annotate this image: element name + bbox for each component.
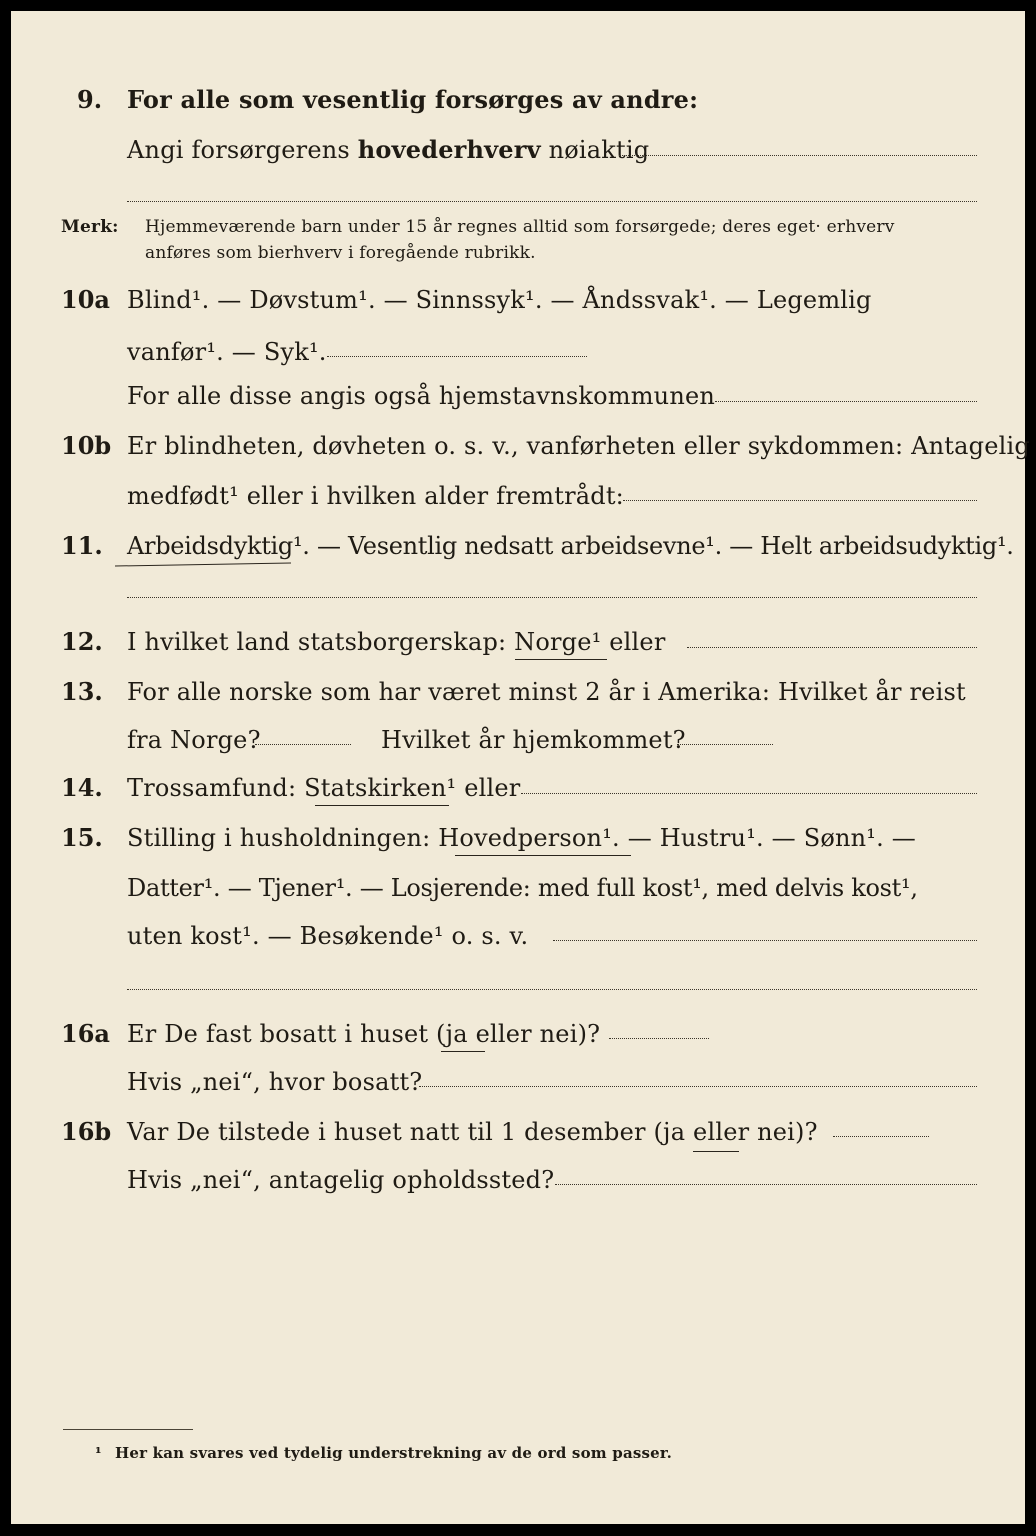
handwritten-underline-hovedperson [455, 855, 631, 856]
question-11-line-1: Arbeidsdyktig¹. — Vesentlig nedsatt arbeidsevne¹. — Helt arbeidsudyktig¹. [127, 532, 1014, 560]
question-16b-answer-line[interactable] [833, 1136, 929, 1137]
question-13-hjemkommet-answer-line[interactable] [677, 744, 773, 745]
question-16a-line-2: Hvis „nei“, hvor bosatt? [127, 1068, 423, 1096]
question-10b-line-2: medfødt¹ eller i hvilken alder fremtrådt: [127, 482, 624, 510]
question-15-answer-line-2[interactable] [127, 989, 977, 990]
question-12-line-1: I hvilket land statsborgerskap: Norge¹ eller [127, 628, 666, 656]
footnote-mark: ¹ [95, 1444, 102, 1462]
footnote-text: Her kan svares ved tydelig understrekning av de ord som passer. [115, 1444, 673, 1462]
question-9-number: 9. [77, 85, 103, 114]
question-16a-bosatt-answer-line[interactable] [419, 1086, 977, 1087]
question-16a-line-1: Er De fast bosatt i huset (ja eller nei)? [127, 1020, 601, 1048]
question-13-line-1: For alle norske som har været minst 2 år i Amerika: Hvilket år reist [127, 678, 966, 706]
merk-line-1: Hjemmeværende barn under 15 år regnes alltid som forsørgede; deres eget· erhverv [145, 217, 895, 237]
question-10a-hometown-line[interactable] [715, 401, 977, 402]
merk-label: Merk: [61, 217, 119, 237]
question-16b-opholdssted-answer-line[interactable] [555, 1184, 977, 1185]
question-15-answer-line[interactable] [553, 940, 977, 941]
question-10a-number: 10a [61, 285, 110, 314]
question-16a-answer-line[interactable] [609, 1038, 709, 1039]
question-11-answer-line[interactable] [127, 597, 977, 598]
question-13-line-2b: Hvilket år hjemkommet? [381, 726, 686, 754]
question-12-answer-line[interactable] [687, 647, 977, 648]
question-15-line-3: uten kost¹. — Besøkende¹ o. s. v. [127, 922, 529, 950]
question-10a-line-3: For alle disse angis også hjemstavnskommunen [127, 382, 716, 410]
question-12-number: 12. [61, 627, 103, 656]
question-16a-number: 16a [61, 1019, 110, 1048]
census-form-page [11, 11, 1030, 1524]
question-13-reist-answer-line[interactable] [255, 744, 351, 745]
footnote-rule [63, 1429, 193, 1430]
question-13-line-2a: fra Norge? [127, 726, 261, 754]
merk-line-2: anføres som bierhverv i foregående rubrikk. [145, 243, 536, 263]
question-16b-number: 16b [61, 1117, 112, 1146]
question-15-line-1: Stilling i husholdningen: Hovedperson¹. — Hustru¹. — Sønn¹. — [127, 824, 916, 852]
handwritten-underline-arbeidsdyktig [115, 562, 291, 566]
question-11-number: 11. [61, 531, 103, 560]
question-10a-line-2: vanfør¹. — Syk¹. [127, 338, 327, 366]
question-10b-line-1: Er blindheten, døvheten o. s. v., vanførheten eller sykdommen: Antagelig [127, 432, 1030, 460]
question-10a-line-1: Blind¹. — Døvstum¹. — Sinnssyk¹. — Åndssvak¹. — Legemlig [127, 286, 872, 314]
question-9-line-2: Angi forsørgerens hovederhverv nøiaktig [127, 135, 650, 164]
question-10b-answer-line[interactable] [623, 500, 977, 501]
handwritten-underline-norge [515, 659, 607, 660]
question-13-number: 13. [61, 677, 103, 706]
question-16b-line-1: Var De tilstede i huset natt til 1 desember (ja eller nei)? [127, 1118, 818, 1146]
question-9-answer-line-2[interactable] [127, 201, 977, 202]
question-9-title: For alle som vesentlig forsørges av andre: [127, 85, 699, 114]
question-9-answer-line[interactable] [619, 155, 977, 156]
question-15-line-2: Datter¹. — Tjener¹. — Losjerende: med full kost¹, med delvis kost¹, [127, 874, 918, 902]
handwritten-underline-ja [441, 1051, 485, 1052]
question-16b-line-2: Hvis „nei“, antagelig opholdssted? [127, 1166, 555, 1194]
question-10a-answer-line[interactable] [327, 356, 587, 357]
handwritten-underline-ja-16b [693, 1151, 739, 1152]
question-10b-number: 10b [61, 431, 112, 460]
question-14-line-1: Trossamfund: Statskirken¹ eller [127, 774, 521, 802]
handwritten-underline-statskirken [315, 805, 449, 806]
question-14-answer-line[interactable] [521, 793, 977, 794]
question-14-number: 14. [61, 773, 103, 802]
question-15-number: 15. [61, 823, 103, 852]
